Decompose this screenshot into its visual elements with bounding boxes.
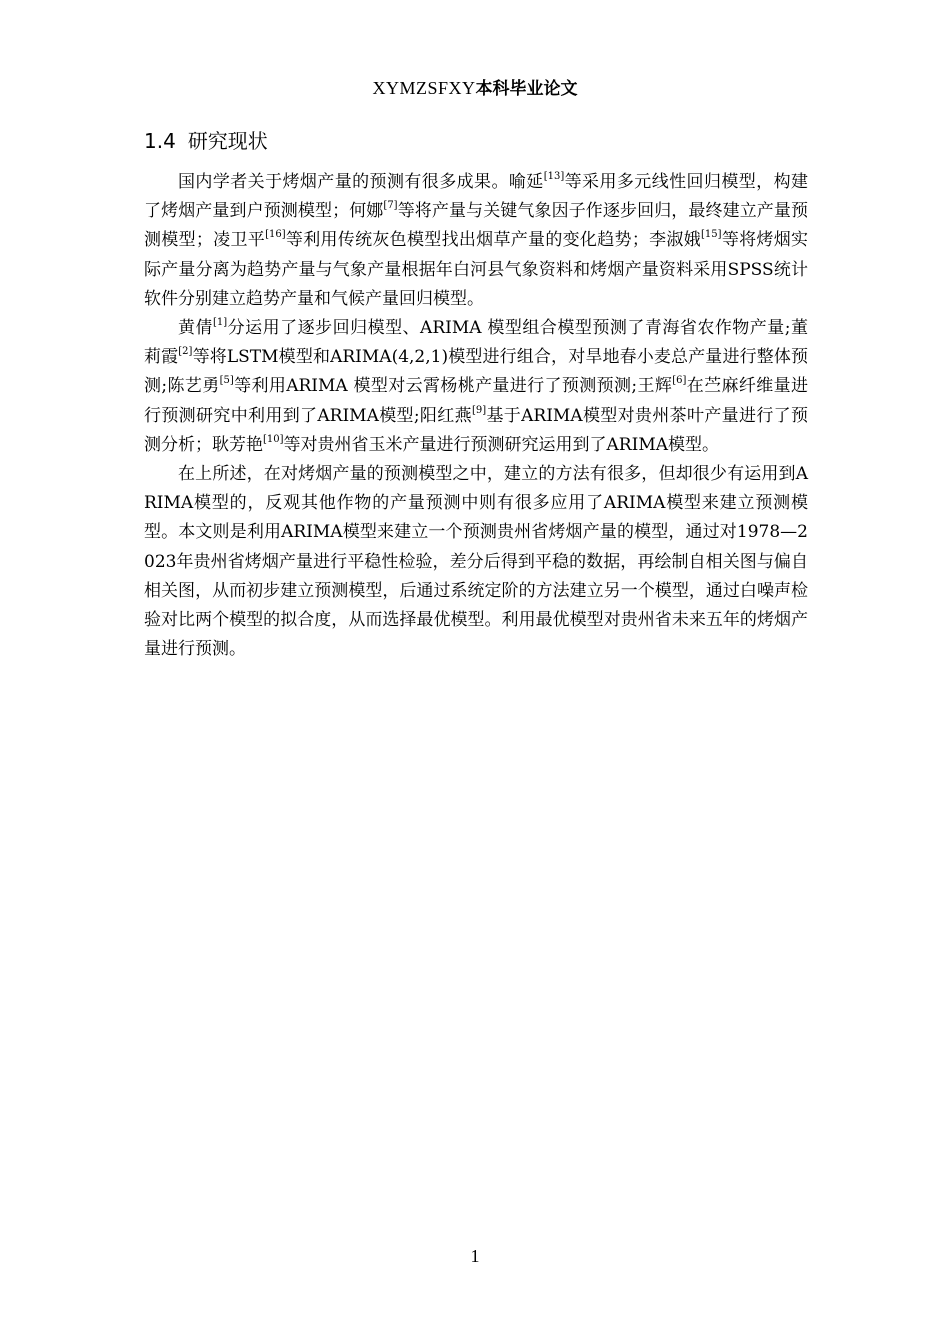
citation-ref: [9] [471, 404, 487, 416]
section-heading [144, 127, 268, 155]
citation-ref: [1] [212, 317, 228, 329]
citation-ref: [13] [543, 171, 565, 182]
citation-ref: [10] [263, 433, 284, 445]
citation-ref: [6] [672, 375, 687, 387]
header-code: XYMZSFXY [372, 78, 476, 98]
paragraph-text: 等将LSTM模型和ARIMA(4,2,1)模型进行组合，对旱地春小麦总产量进行整体预测;陈艺勇 [144, 347, 808, 397]
citation-ref: [2] [178, 346, 193, 358]
paragraph-text: 在上所述，在对烤烟产量的预测模型之中，建立的方法有很多，但却很少有运用到ARIMA模型的，反观其他作物的产量预测中则有很多应用了ARIMA模型来建立预测模型。本文则是利用ARIMA模型来建立一个预测贵州省烤烟产量的模型，通过对1978—2023年贵州省烤烟产量进行平稳性检验，差分后得到平稳的数据，再绘制自相关图与偏自相关图，从而初步建立预测模型，后通过系统定阶的方法建立另一个模型，通过白噪声检验对比两个模型的拟合度，从而选择最优模型。利用最优模型对贵州省未来五年的烤烟产量进行预测。 [144, 464, 808, 660]
section-number: 1.4 [144, 129, 176, 153]
page-header [0, 76, 950, 101]
body-text [144, 168, 808, 664]
citation-ref: [7] [383, 200, 398, 212]
paragraph [144, 460, 808, 664]
paragraph-text: 黄倩 [178, 318, 213, 339]
paragraph [144, 314, 808, 460]
paragraph-text: 分运用了逐步回归模型、ARIMA 模型组合模型预测了青海省农作物产量;董莉霞 [144, 318, 808, 368]
citation-ref: [5] [219, 375, 234, 387]
paragraph-text: 国内学者关于烤烟产量的预测有很多成果。喻延 [178, 172, 544, 192]
paragraph-text: 等采用多元线性回归模型，构建了烤烟产量到户预测模型；何娜 [144, 172, 809, 222]
citation-ref: [15] [701, 229, 722, 241]
paragraph-text: 等利用ARIMA 模型对云霄杨桃产量进行了预测预测;王辉 [233, 376, 673, 397]
paragraph [144, 168, 808, 314]
paragraph-text: 等利用传统灰色模型找出烟草产量的变化趋势；李淑娥 [285, 230, 701, 251]
page-number: 1 [470, 1246, 480, 1266]
citation-ref: [16] [265, 229, 286, 241]
paragraph-text: 等将烤烟实际产量分离为趋势产量与气象产量根据年白河县气象资料和烤烟产量资料采用SPSS统计软件分别建立趋势产量和气候产量回归模型。 [144, 230, 809, 309]
paragraph-text: 在苎麻纤维量进行预测研究中利用到了ARIMA模型;阳红燕 [144, 376, 808, 426]
paragraph-text: 等将产量与关键气象因子作逐步回归，最终建立产量预测模型；凌卫平 [144, 201, 809, 251]
header-title: 本科毕业论文 [475, 79, 578, 99]
paragraph-text: 基于ARIMA模型对贵州茶叶产量进行了预测分析；耿芳艳 [144, 405, 809, 455]
paragraph-text: 等对贵州省玉米产量进行预测研究运用到了ARIMA模型。 [283, 434, 720, 455]
section-title: 研究现状 [187, 129, 268, 153]
